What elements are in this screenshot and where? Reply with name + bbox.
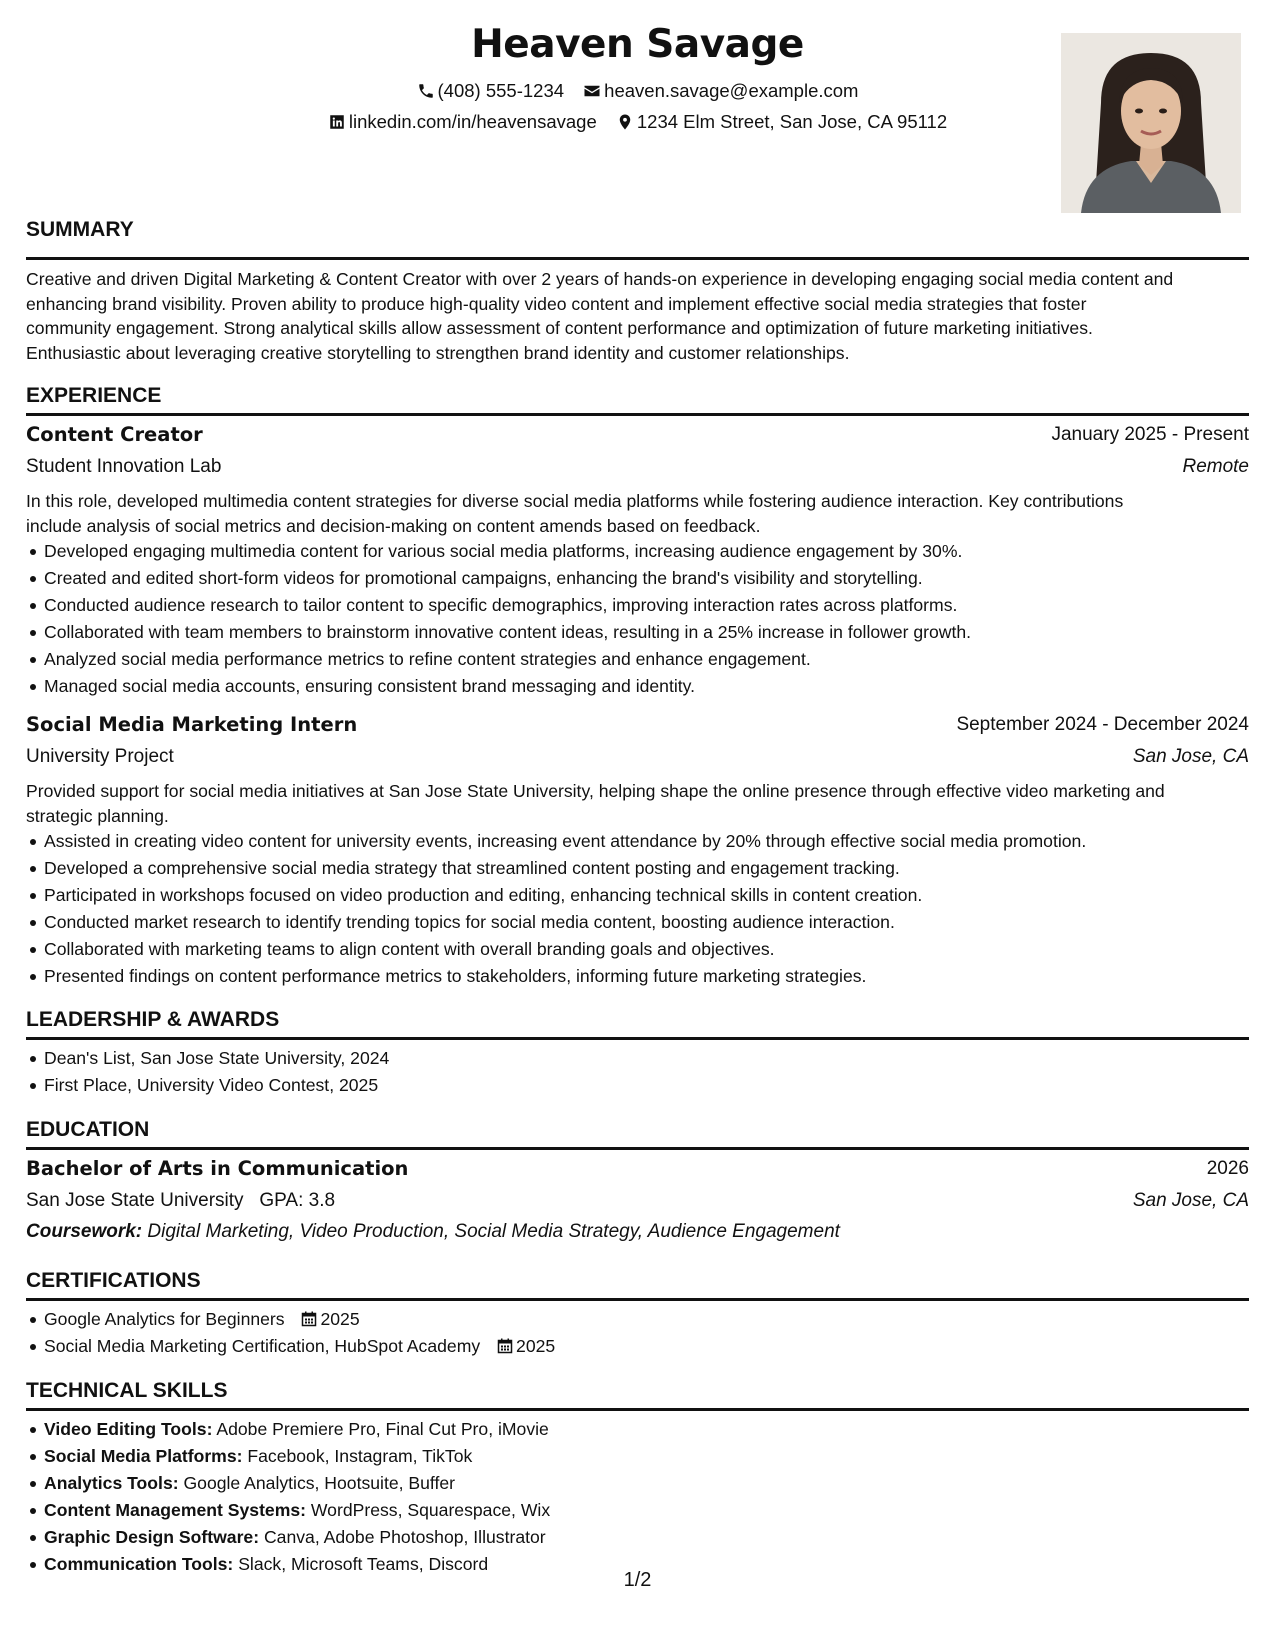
address-text: 1234 Elm Street, San Jose, CA 95112	[636, 111, 948, 132]
page-number: 1/2	[623, 1569, 652, 1591]
certifications-list	[26, 1306, 1244, 1360]
skill-value: WordPress, Squarespace, Wix	[310, 1500, 551, 1520]
list-item: Assisted in creating video content for university events, increasing event attendance by 20% through effective social media promotion.	[44, 828, 1244, 855]
skills-heading: TECHNICAL SKILLS	[26, 1379, 228, 1402]
list-item: Managed social media accounts, ensuring consistent brand messaging and identity.	[44, 673, 1244, 700]
job-description-line: include analysis of social metrics and decision-making on content amends based on feedback.	[26, 515, 761, 536]
degree-title: Bachelor of Arts in Communication	[26, 1157, 409, 1180]
school-name: San Jose State University	[26, 1190, 244, 1211]
job-description-line: In this role, developed multimedia content strategies for diverse social media platforms while fostering audience interaction. Key contributions	[26, 491, 1124, 511]
job-title: Content Creator	[26, 423, 203, 446]
leadership-heading: LEADERSHIP & AWARDS	[26, 1008, 280, 1031]
job-organization: University Project	[26, 746, 174, 767]
coursework-text: Digital Marketing, Video Production, Social Media Strategy, Audience Engagement	[147, 1221, 840, 1242]
skill-label: Video Editing Tools:	[44, 1419, 213, 1439]
job-description	[26, 779, 1251, 828]
job-bullets	[26, 538, 1244, 700]
phone-contact	[417, 80, 565, 102]
summary-heading: SUMMARY	[26, 218, 134, 241]
education-heading: EDUCATION	[26, 1118, 150, 1141]
certification-year: 2025	[320, 1309, 360, 1329]
skill-value: Slack, Microsoft Teams, Discord	[238, 1554, 489, 1574]
job-description-line: Provided support for social media initiatives at San Jose State University, helping shape the online presence through effective video marketing and	[26, 781, 1165, 801]
skill-label: Social Media Platforms:	[44, 1446, 243, 1466]
list-item	[44, 1306, 1244, 1333]
list-item: Presented findings on content performance metrics to stakeholders, informing future marketing strategies.	[44, 963, 1244, 990]
skill-label: Graphic Design Software:	[44, 1527, 260, 1547]
linkedin-icon	[328, 113, 346, 131]
education-rule	[26, 1147, 1249, 1150]
list-item: Developed a comprehensive social media strategy that streamlined content posting and engagement tracking.	[44, 855, 1244, 882]
certifications-heading: CERTIFICATIONS	[26, 1269, 201, 1292]
certification-name: Google Analytics for Beginners	[44, 1309, 285, 1329]
list-item: Dean's List, San Jose State University, 2024	[44, 1045, 1244, 1072]
job-description	[26, 489, 1251, 538]
list-item: Participated in workshops focused on video production and editing, enhancing technical skills in content creation.	[44, 882, 1244, 909]
email-text[interactable]: heaven.savage@example.com	[604, 80, 859, 101]
list-item	[44, 1333, 1244, 1360]
graduation-year: 2026	[1206, 1158, 1249, 1179]
skill-value: Google Analytics, Hootsuite, Buffer	[183, 1473, 456, 1493]
skill-label: Communication Tools:	[44, 1554, 234, 1574]
skill-value: Adobe Premiere Pro, Final Cut Pro, iMovie	[216, 1419, 549, 1439]
linkedin-contact[interactable]	[328, 111, 597, 133]
candidate-name: Heaven Savage	[471, 22, 804, 67]
map-pin-icon	[616, 113, 634, 131]
experience-rule	[26, 413, 1249, 416]
linkedin-text[interactable]: linkedin.com/in/heavensavage	[348, 111, 597, 132]
summary-line: community engagement. Strong analytical skills allow assessment of content performance and optimization of future marketing initiatives.	[26, 318, 1093, 338]
list-item: Collaborated with team members to brainstorm innovative content ideas, resulting in a 25% increase in follower growth.	[44, 619, 1244, 646]
skill-label: Analytics Tools:	[44, 1473, 179, 1493]
certifications-rule	[26, 1298, 1249, 1301]
summary-text	[26, 267, 1251, 365]
profile-photo	[1061, 33, 1241, 213]
coursework	[26, 1221, 840, 1243]
skills-list	[26, 1416, 1244, 1578]
job-location: Remote	[1182, 456, 1249, 477]
experience-heading: EXPERIENCE	[26, 384, 162, 407]
list-item: Created and edited short-form videos for promotional campaigns, enhancing the brand's visibility and storytelling.	[44, 565, 1244, 592]
coursework-label: Coursework:	[26, 1221, 143, 1242]
portrait-illustration	[1061, 33, 1241, 213]
list-item: First Place, University Video Contest, 2025	[44, 1072, 1244, 1099]
phone-icon	[417, 82, 435, 100]
job-bullets	[26, 828, 1244, 990]
job-title: Social Media Marketing Intern	[26, 713, 358, 736]
list-item: Analyzed social media performance metrics to refine content strategies and enhance engagement.	[44, 646, 1244, 673]
calendar-icon	[301, 1308, 317, 1335]
list-item: Developed engaging multimedia content for various social media platforms, increasing audience engagement by 30%.	[44, 538, 1244, 565]
summary-line: enhancing brand visibility. Proven ability to produce high-quality video content and implement effective social media strategies that foster	[26, 293, 1087, 314]
calendar-icon	[497, 1335, 513, 1362]
list-item	[44, 1497, 1244, 1524]
gpa: GPA: 3.8	[259, 1190, 336, 1211]
list-item: Collaborated with marketing teams to align content with overall branding goals and objectives.	[44, 936, 1244, 963]
school-location: San Jose, CA	[1132, 1190, 1249, 1211]
list-item: Conducted audience research to tailor content to specific demographics, improving interaction rates across platforms.	[44, 592, 1244, 619]
list-item	[44, 1416, 1244, 1443]
job-dates: September 2024 - December 2024	[956, 714, 1249, 735]
list-item	[44, 1470, 1244, 1497]
address-contact	[616, 111, 947, 133]
school-line	[26, 1190, 335, 1212]
job-location: San Jose, CA	[1132, 746, 1249, 767]
skill-value: Facebook, Instagram, TikTok	[247, 1446, 473, 1466]
phone-text: (408) 555-1234	[437, 80, 565, 101]
summary-line: Creative and driven Digital Marketing & Content Creator with over 2 years of hands-on experience in developing engaging social media content and	[26, 269, 1174, 289]
skill-value: Canva, Adobe Photoshop, Illustrator	[263, 1527, 546, 1547]
job-organization: Student Innovation Lab	[26, 456, 222, 477]
email-contact[interactable]	[583, 80, 858, 102]
certification-name: Social Media Marketing Certification, HubSpot Academy	[44, 1336, 481, 1356]
list-item	[44, 1524, 1244, 1551]
certification-year: 2025	[516, 1336, 556, 1356]
skill-label: Content Management Systems:	[44, 1500, 306, 1520]
list-item	[44, 1443, 1244, 1470]
summary-line: Enthusiastic about leveraging creative storytelling to strengthen brand identity and customer relationships.	[26, 342, 850, 363]
job-dates: January 2025 - Present	[1051, 424, 1249, 445]
envelope-icon	[583, 82, 601, 100]
leadership-rule	[26, 1037, 1249, 1040]
summary-rule	[26, 257, 1249, 260]
leadership-list	[26, 1045, 1244, 1099]
skills-rule	[26, 1408, 1249, 1411]
list-item: Conducted market research to identify trending topics for social media content, boosting audience interaction.	[44, 909, 1244, 936]
job-description-line: strategic planning.	[26, 805, 169, 826]
